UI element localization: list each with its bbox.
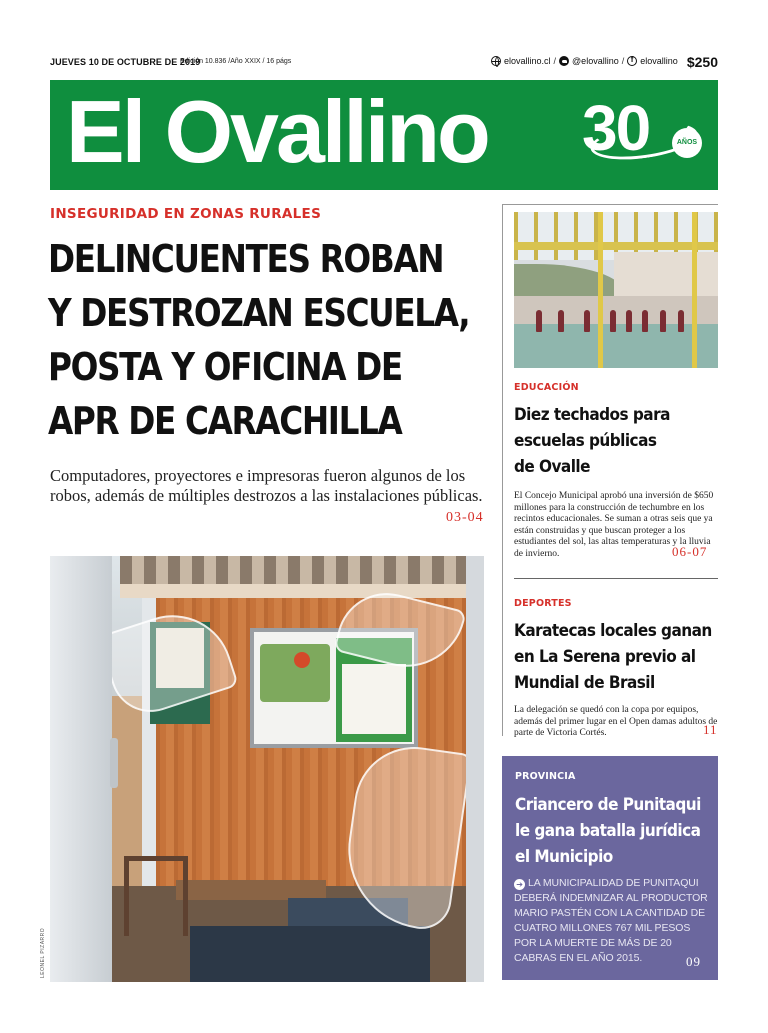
headline-line: le gana batalla jurídica xyxy=(515,821,701,841)
photo-column xyxy=(598,212,603,368)
photo-student xyxy=(610,310,616,332)
photo-court xyxy=(514,324,718,368)
side-body-education: El Concejo Municipal aprobó una inversión de $650 millones para la construcción de techumbre en los recintos educacionales. Se suman a otras seis que ya están construidas y que buscan proteger a los estudiantes del sol, las altas temperaturas y la lluvia de invierno. xyxy=(514,491,714,559)
photo-student xyxy=(558,310,564,332)
anniversary-badge xyxy=(582,94,707,174)
section-label-provincia: PROVINCIA xyxy=(515,771,576,782)
facebook-icon xyxy=(627,56,637,66)
issue-date: JUEVES 10 DE OCTUBRE DE 2019 xyxy=(50,57,201,67)
photo-credit: LEONEL PIZARRO xyxy=(40,927,46,978)
twitter-handle[interactable]: @elovallino xyxy=(572,56,619,66)
twitter-icon xyxy=(559,56,569,66)
edition-info: Edición 10.836 /Año XXIX / 16 págs xyxy=(180,58,292,65)
main-kicker: INSEGURIDAD EN ZONAS RURALES xyxy=(50,206,322,222)
side-body-sports: La delegación se quedó con la copa por equipos, además del primer lugar en el Open damas adultos de parte de Victoria Cortés. xyxy=(514,705,718,738)
provincia-headline xyxy=(515,792,701,870)
headline-line: Karatecas locales ganan xyxy=(514,621,712,641)
globe-icon xyxy=(491,56,501,66)
photo-table xyxy=(176,880,326,900)
headline-line: en La Serena previo al xyxy=(514,647,696,667)
headline-line: Diez techados para xyxy=(514,405,670,425)
photo-window-frame-right xyxy=(466,556,484,982)
separator: / xyxy=(553,56,557,66)
photo-door-handle xyxy=(110,738,118,788)
side-headline-education[interactable] xyxy=(514,402,670,480)
photo-roof xyxy=(120,556,484,586)
section-label-sports: DEPORTES xyxy=(514,598,572,609)
photo-hill xyxy=(514,264,624,300)
side-page-ref-sports: 11 xyxy=(703,722,718,737)
provincia-body xyxy=(514,876,710,966)
main-page-ref: 03-04 xyxy=(446,510,484,525)
side-headline-sports[interactable] xyxy=(514,618,712,696)
headline-line: POSTA Y OFICINA DE xyxy=(48,345,402,389)
section-label-education: EDUCACIÓN xyxy=(514,382,579,393)
headline-line: de Ovalle xyxy=(514,457,590,477)
board-tomato xyxy=(294,652,310,668)
photo-building xyxy=(614,252,718,296)
photo-chair xyxy=(124,856,188,936)
divider xyxy=(514,578,718,579)
arrow-right-icon: ➔ xyxy=(514,879,525,890)
website-link[interactable]: elovallino.cl xyxy=(504,56,551,66)
top-strip xyxy=(50,54,718,72)
provincia-body-text: LA MUNICIPALIDAD DE PUNITAQUI DEBERÁ INDEMNIZAR AL PRODUCTOR MARIO PASTÉN CON LA CANTIDAD DE CUATRO MILLONES 767 MIL PESOS POR LA MUERTE DE MÁS DE 20 CABRAS EN EL AÑO 2015. xyxy=(514,877,708,964)
headline-line: Y DESTROZAN ESCUELA, xyxy=(48,291,470,335)
photo-column xyxy=(692,212,697,368)
photo-wall xyxy=(514,296,718,326)
side-page-ref-education: 06-07 xyxy=(672,544,708,559)
provincia-page-ref: 09 xyxy=(686,954,701,969)
anniversary-label: AÑOS xyxy=(672,128,702,158)
photo-student xyxy=(626,310,632,332)
main-photo xyxy=(50,556,484,982)
photo-student xyxy=(642,310,648,332)
board-food-image xyxy=(260,644,330,702)
masthead xyxy=(50,80,718,190)
separator: / xyxy=(621,56,625,66)
main-headline[interactable] xyxy=(48,232,470,448)
main-lede: Computadores, proyectores e impresoras fueron algunos de los robos, además de múltiples destrozos a las instalaciones públicas. xyxy=(50,466,483,505)
photo-bench xyxy=(190,926,430,982)
photo-window-frame xyxy=(50,556,112,982)
newspaper-logo: El Ovallino xyxy=(66,82,488,181)
headline-line: Mundial de Brasil xyxy=(514,673,655,693)
photo-student xyxy=(660,310,666,332)
headline-line: el Municipio xyxy=(515,847,613,867)
provincia-box[interactable] xyxy=(502,756,718,980)
headline-line: Criancero de Punitaqui xyxy=(515,795,701,815)
headline-line: APR DE CARACHILLA xyxy=(48,399,402,443)
headline-line: DELINCUENTES ROBAN xyxy=(48,237,444,281)
photo-student xyxy=(536,310,542,332)
photo-student xyxy=(678,310,684,332)
price: $250 xyxy=(686,54,718,70)
photo-eave xyxy=(120,584,484,598)
headline-line: escuelas públicas xyxy=(514,431,657,451)
anniversary-number: 30 xyxy=(582,92,650,164)
photo-student xyxy=(584,310,590,332)
facebook-handle[interactable]: elovallino xyxy=(640,56,678,66)
contact-links xyxy=(491,56,678,66)
school-roof-photo xyxy=(514,212,718,368)
